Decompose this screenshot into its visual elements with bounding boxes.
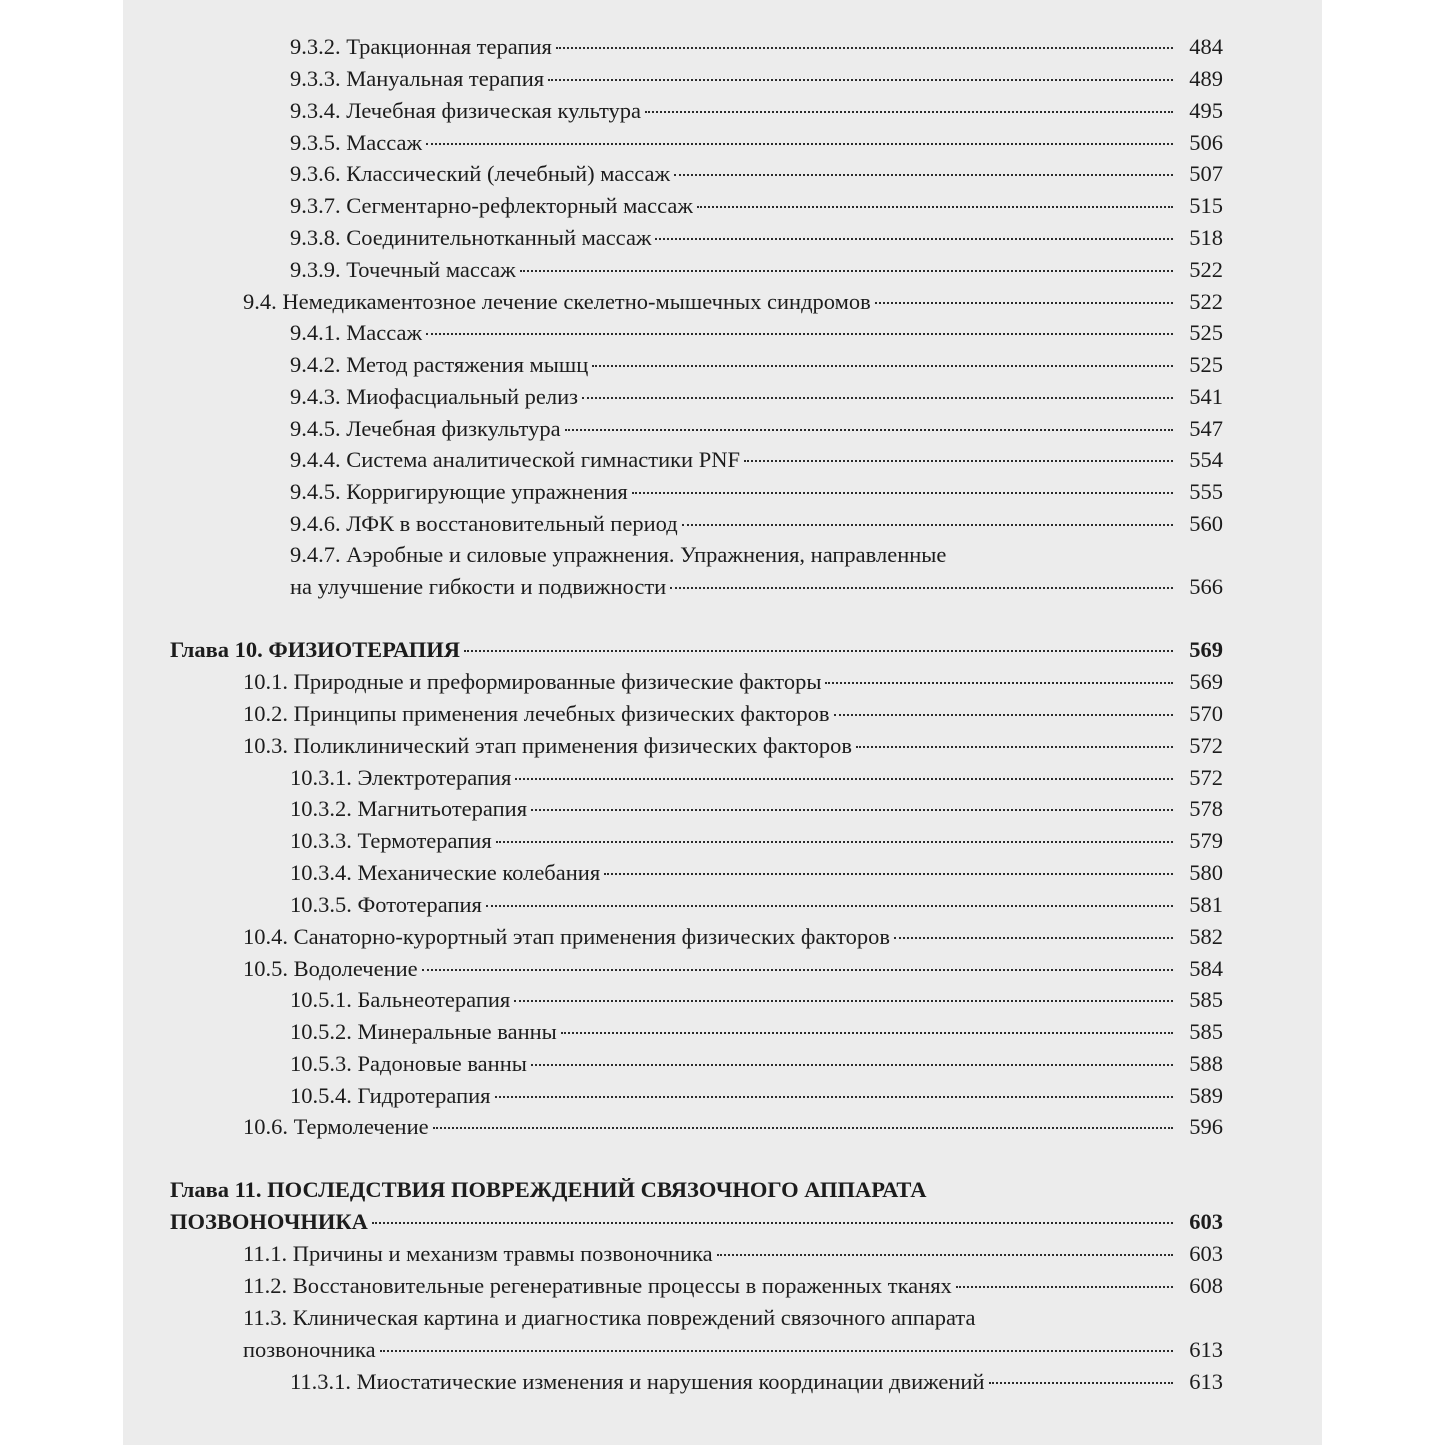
dot-leader xyxy=(561,1032,1173,1034)
dot-leader xyxy=(464,650,1173,652)
dot-leader xyxy=(372,1222,1173,1224)
dot-leader xyxy=(433,1127,1173,1129)
toc-entry[interactable] xyxy=(243,1304,1223,1332)
toc-entry[interactable] xyxy=(290,97,1223,125)
toc-entry[interactable] xyxy=(290,224,1223,252)
dot-leader xyxy=(548,79,1173,81)
toc-entry-title: 9.3.3. Мануальная терапия xyxy=(290,66,545,91)
dot-leader xyxy=(856,746,1173,748)
toc-entry-title: 10.3.3. Термотерапия xyxy=(290,828,492,853)
toc-entry-page: 613 xyxy=(1189,1337,1223,1362)
toc-entry-page: 588 xyxy=(1189,1051,1223,1076)
dot-leader xyxy=(697,206,1173,208)
toc-entry[interactable] xyxy=(170,1176,1223,1204)
dot-leader xyxy=(582,397,1173,399)
toc-entry-page: 484 xyxy=(1189,34,1223,59)
toc-entry-title: ПОЗВОНОЧНИКА xyxy=(170,1209,368,1234)
dot-leader xyxy=(520,270,1173,272)
toc-entry-title: 9.4.5. Корригирующие упражнения xyxy=(290,479,628,504)
toc-entry[interactable] xyxy=(290,415,1223,443)
toc-entry[interactable] xyxy=(290,859,1223,887)
dot-leader xyxy=(645,111,1173,113)
toc-entry-title: 9.4.4. Система аналитической гимнастики PNF xyxy=(290,447,740,472)
dot-leader xyxy=(514,1000,1173,1002)
toc-entry-page: 581 xyxy=(1189,892,1223,917)
toc-entry-title: 10.1. Природные и преформированные физические факторы xyxy=(243,669,822,694)
toc-entry-title: 9.4.3. Миофасциальный релиз xyxy=(290,384,579,409)
toc-entry-page: 578 xyxy=(1189,796,1223,821)
toc-entry-page: 589 xyxy=(1189,1083,1223,1108)
toc-entry-page: 580 xyxy=(1189,860,1223,885)
toc-entry-page: 582 xyxy=(1189,924,1223,949)
dot-leader xyxy=(655,238,1173,240)
dot-leader xyxy=(670,587,1173,589)
dot-leader xyxy=(717,1254,1173,1256)
toc-entry-page: 569 xyxy=(1189,669,1223,694)
toc-entry[interactable] xyxy=(290,478,1223,506)
toc-entry-page: 506 xyxy=(1189,130,1223,155)
toc-entry-page: 525 xyxy=(1189,352,1223,377)
toc-entry[interactable] xyxy=(290,573,1223,601)
dot-leader xyxy=(531,809,1173,811)
dot-leader xyxy=(744,460,1173,462)
toc-entry-title: 9.4.2. Метод растяжения мышц xyxy=(290,352,589,377)
toc-entry[interactable] xyxy=(170,636,1223,664)
toc-entry-title: 9.3.9. Точечный массаж xyxy=(290,257,516,282)
toc-entry[interactable] xyxy=(243,732,1223,760)
toc-entry-page: 613 xyxy=(1189,1369,1223,1394)
dot-leader xyxy=(495,1096,1173,1098)
toc-entry[interactable] xyxy=(290,65,1223,93)
toc-entry-page: 522 xyxy=(1189,257,1223,282)
toc-entry-title: 11.3.1. Миостатические изменения и нарушения координации движений xyxy=(290,1369,985,1394)
toc-entry-page: 554 xyxy=(1189,447,1223,472)
toc-entry[interactable] xyxy=(290,1082,1223,1110)
dot-leader xyxy=(496,841,1173,843)
dot-leader xyxy=(989,1382,1174,1384)
dot-leader xyxy=(834,714,1173,716)
dot-leader xyxy=(486,905,1173,907)
dot-leader xyxy=(825,682,1173,684)
toc-entry[interactable] xyxy=(170,1208,1223,1236)
toc-entry[interactable] xyxy=(290,383,1223,411)
toc-entry-title: 10.3.5. Фототерапия xyxy=(290,892,482,917)
toc-entry-page: 541 xyxy=(1189,384,1223,409)
dot-leader xyxy=(632,492,1173,494)
toc-entry-title: 10.5. Водолечение xyxy=(243,956,418,981)
toc-entry-page: 507 xyxy=(1189,161,1223,186)
toc-entry-title: 10.3. Поликлинический этап применения физических факторов xyxy=(243,733,852,758)
toc-entry-page: 608 xyxy=(1189,1273,1223,1298)
toc-entry-title: 10.3.2. Магнитьотерапия xyxy=(290,796,528,821)
toc-entry-page: 585 xyxy=(1189,987,1223,1012)
dot-leader xyxy=(426,333,1173,335)
toc-entry-title: 10.3.4. Механические колебания xyxy=(290,860,601,885)
toc-entry-page: 560 xyxy=(1189,511,1223,536)
toc-entry[interactable] xyxy=(243,1336,1223,1364)
toc-entry[interactable] xyxy=(290,319,1223,347)
toc-entry-page: 566 xyxy=(1189,574,1223,599)
toc-entry-title: 10.2. Принципы применения лечебных физических факторов xyxy=(243,701,830,726)
toc-entry[interactable] xyxy=(290,33,1223,61)
book-page xyxy=(123,0,1322,1445)
toc-entry-title: 10.6. Термолечение xyxy=(243,1114,429,1139)
toc-entry-page: 518 xyxy=(1189,225,1223,250)
toc-entry-page: 572 xyxy=(1189,733,1223,758)
toc-entry[interactable] xyxy=(243,923,1223,951)
toc-entry-page: 522 xyxy=(1189,289,1223,314)
toc-entry-title: на улучшение гибкости и подвижности xyxy=(290,574,667,599)
dot-leader xyxy=(531,1064,1173,1066)
toc-entry-title: 9.4.6. ЛФК в восстановительный период xyxy=(290,511,678,536)
toc-entry-page: 489 xyxy=(1189,66,1223,91)
toc-entry-title: 9.4.7. Аэробные и силовые упражнения. Упражнения, направленные xyxy=(290,542,947,567)
toc-entry-page: 515 xyxy=(1189,193,1223,218)
toc-entry-title: 11.3. Клиническая картина и диагностика повреждений связочного аппарата xyxy=(243,1305,976,1330)
dot-leader xyxy=(604,873,1173,875)
toc-entry[interactable] xyxy=(290,446,1223,474)
toc-entry-title: 10.5.4. Гидротерапия xyxy=(290,1083,491,1108)
toc-entry-title: 10.3.1. Электротерапия xyxy=(290,765,512,790)
toc-entry-page: 596 xyxy=(1189,1114,1223,1139)
toc-entry[interactable] xyxy=(290,192,1223,220)
toc-entry-title: 9.3.8. Соединительнотканный массаж xyxy=(290,225,652,250)
toc-entry-title: Глава 10. ФИЗИОТЕРАПИЯ xyxy=(170,637,460,662)
toc-entry-page: 525 xyxy=(1189,320,1223,345)
dot-leader xyxy=(380,1350,1173,1352)
toc-entry-page: 584 xyxy=(1189,956,1223,981)
toc-entry[interactable] xyxy=(243,1113,1223,1141)
toc-entry-title: 9.3.7. Сегментарно-рефлекторный массаж xyxy=(290,193,693,218)
toc-entry-title: 9.4.1. Массаж xyxy=(290,320,423,345)
dot-leader xyxy=(422,969,1173,971)
dot-leader xyxy=(875,302,1173,304)
toc-entry-page: 579 xyxy=(1189,828,1223,853)
dot-leader xyxy=(565,429,1173,431)
toc-entry-title: 9.3.4. Лечебная физическая культура xyxy=(290,98,642,123)
toc-entry[interactable] xyxy=(290,764,1223,792)
dot-leader xyxy=(894,937,1173,939)
toc-entry[interactable] xyxy=(290,986,1223,1014)
toc-entry-title: 9.3.6. Классический (лечебный) массаж xyxy=(290,161,671,186)
toc-entry[interactable] xyxy=(290,351,1223,379)
toc-entry[interactable] xyxy=(290,827,1223,855)
toc-entry-title: 9.4. Немедикаментозное лечение скелетно-мышечных синдромов xyxy=(243,289,871,314)
toc-entry-page: 570 xyxy=(1189,701,1223,726)
toc-entry[interactable] xyxy=(290,129,1223,157)
toc-entry-page: 585 xyxy=(1189,1019,1223,1044)
toc-entry[interactable] xyxy=(290,891,1223,919)
toc-entry[interactable] xyxy=(243,700,1223,728)
toc-entry[interactable] xyxy=(290,510,1223,538)
dot-leader xyxy=(515,778,1173,780)
toc-entry[interactable] xyxy=(290,1018,1223,1046)
dot-leader xyxy=(674,174,1173,176)
toc-entry-title: позвоночника xyxy=(243,1337,376,1362)
toc-entry[interactable] xyxy=(243,668,1223,696)
toc-entry[interactable] xyxy=(290,1050,1223,1078)
toc-entry-page: 569 xyxy=(1189,637,1223,662)
toc-entry[interactable] xyxy=(243,288,1223,316)
dot-leader xyxy=(556,47,1173,49)
toc-entry-page: 603 xyxy=(1189,1209,1223,1234)
toc-entry-page: 547 xyxy=(1189,416,1223,441)
toc-entry[interactable] xyxy=(290,160,1223,188)
toc-entry[interactable] xyxy=(290,1368,1223,1396)
toc-entry[interactable] xyxy=(290,256,1223,284)
toc-entry[interactable] xyxy=(290,541,1223,569)
toc-entry-title: 10.5.2. Минеральные ванны xyxy=(290,1019,557,1044)
toc-entry-title: 11.2. Восстановительные регенеративные процессы в пораженных тканях xyxy=(243,1273,952,1298)
dot-leader xyxy=(682,524,1173,526)
dot-leader xyxy=(592,365,1173,367)
toc-entry-title: 9.3.2. Тракционная терапия xyxy=(290,34,552,59)
toc-entry-title: 10.4. Санаторно-курортный этап применения физических факторов xyxy=(243,924,890,949)
toc-entry-title: 9.3.5. Массаж xyxy=(290,130,423,155)
toc-entry[interactable] xyxy=(243,1240,1223,1268)
toc-entry-title: Глава 11. ПОСЛЕДСТВИЯ ПОВРЕЖДЕНИЙ СВЯЗОЧНОГО АППАРАТА xyxy=(170,1177,927,1202)
toc-entry-title: 11.1. Причины и механизм травмы позвоночника xyxy=(243,1241,713,1266)
dot-leader xyxy=(956,1286,1173,1288)
toc-entry-page: 495 xyxy=(1189,98,1223,123)
toc-entry-page: 555 xyxy=(1189,479,1223,504)
toc-entry-title: 10.5.3. Радоновые ванны xyxy=(290,1051,527,1076)
toc-entry[interactable] xyxy=(243,1272,1223,1300)
toc-entry[interactable] xyxy=(290,795,1223,823)
toc-entry[interactable] xyxy=(243,955,1223,983)
toc-entry-page: 603 xyxy=(1189,1241,1223,1266)
toc-entry-page: 572 xyxy=(1189,765,1223,790)
toc-entry-title: 9.4.5. Лечебная физкультура xyxy=(290,416,561,441)
dot-leader xyxy=(426,143,1173,145)
toc-entry-title: 10.5.1. Бальнеотерапия xyxy=(290,987,511,1012)
